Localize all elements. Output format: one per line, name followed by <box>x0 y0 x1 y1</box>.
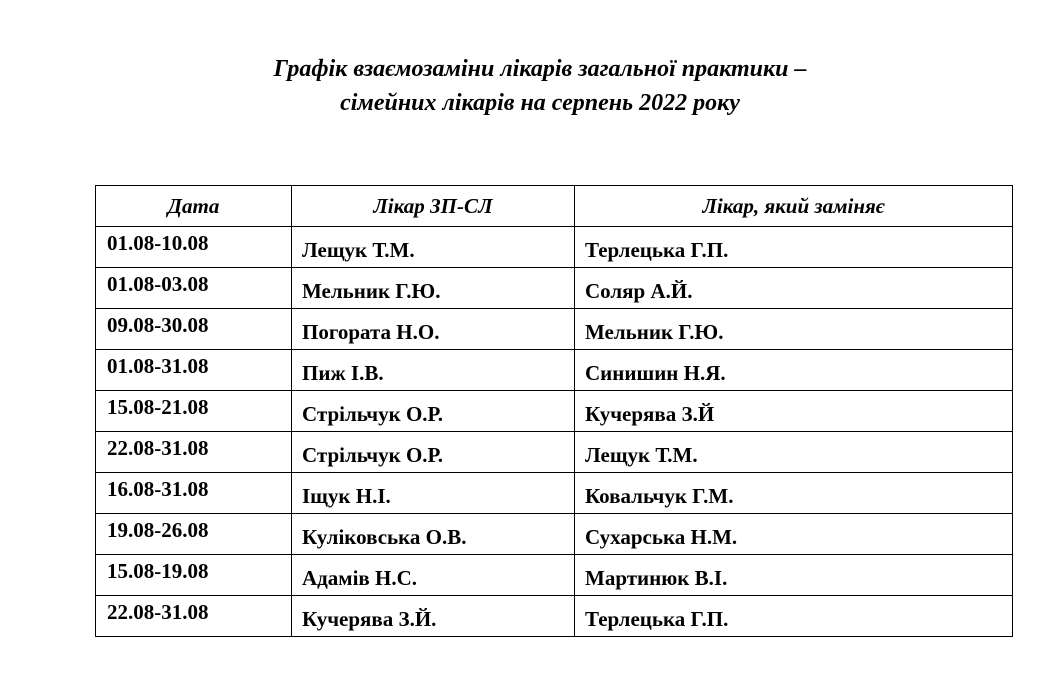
header-doctor: Лікар ЗП-СЛ <box>292 186 575 227</box>
cell-substitute: Кучерява З.Й <box>575 391 1013 432</box>
table-row <box>96 596 1013 637</box>
cell-substitute: Лещук Т.М. <box>575 432 1013 473</box>
table-row <box>96 473 1013 514</box>
title-line-1: Графік взаємозаміни лікарів загальної практики – <box>273 56 807 82</box>
table-row <box>96 514 1013 555</box>
cell-date: 01.08-31.08 <box>96 350 292 391</box>
header-substitute: Лікар, який заміняє <box>575 186 1013 227</box>
cell-date: 22.08-31.08 <box>96 596 292 637</box>
cell-doctor: Пиж І.В. <box>292 350 575 391</box>
title-line-2: сімейних лікарів на серпень 2022 року <box>340 90 740 116</box>
cell-doctor: Іщук Н.І. <box>292 473 575 514</box>
table-row <box>96 350 1013 391</box>
cell-date: 15.08-19.08 <box>96 555 292 596</box>
schedule-table <box>95 185 1013 637</box>
cell-doctor: Адамів Н.С. <box>292 555 575 596</box>
cell-doctor: Стрільчук О.Р. <box>292 391 575 432</box>
table-row <box>96 432 1013 473</box>
cell-substitute: Мартинюк В.І. <box>575 555 1013 596</box>
cell-date: 16.08-31.08 <box>96 473 292 514</box>
table-row <box>96 309 1013 350</box>
table-header-row <box>96 186 1013 227</box>
cell-substitute: Терлецька Г.П. <box>575 596 1013 637</box>
table-row <box>96 555 1013 596</box>
header-date: Дата <box>96 186 292 227</box>
cell-substitute: Сухарська Н.М. <box>575 514 1013 555</box>
cell-date: 01.08-03.08 <box>96 268 292 309</box>
table-row <box>96 391 1013 432</box>
cell-doctor: Кучерява З.Й. <box>292 596 575 637</box>
cell-substitute: Синишин Н.Я. <box>575 350 1013 391</box>
cell-date: 01.08-10.08 <box>96 227 292 268</box>
cell-doctor: Погората Н.О. <box>292 309 575 350</box>
cell-doctor: Лещук Т.М. <box>292 227 575 268</box>
cell-date: 19.08-26.08 <box>96 514 292 555</box>
cell-doctor: Мельник Г.Ю. <box>292 268 575 309</box>
table-row <box>96 227 1013 268</box>
cell-doctor: Куліковська О.В. <box>292 514 575 555</box>
cell-substitute: Мельник Г.Ю. <box>575 309 1013 350</box>
cell-substitute: Соляр А.Й. <box>575 268 1013 309</box>
cell-substitute: Терлецька Г.П. <box>575 227 1013 268</box>
cell-date: 15.08-21.08 <box>96 391 292 432</box>
cell-substitute: Ковальчук Г.М. <box>575 473 1013 514</box>
cell-date: 09.08-30.08 <box>96 309 292 350</box>
table-row <box>96 268 1013 309</box>
cell-date: 22.08-31.08 <box>96 432 292 473</box>
document-title <box>0 52 1048 120</box>
cell-doctor: Стрільчук О.Р. <box>292 432 575 473</box>
